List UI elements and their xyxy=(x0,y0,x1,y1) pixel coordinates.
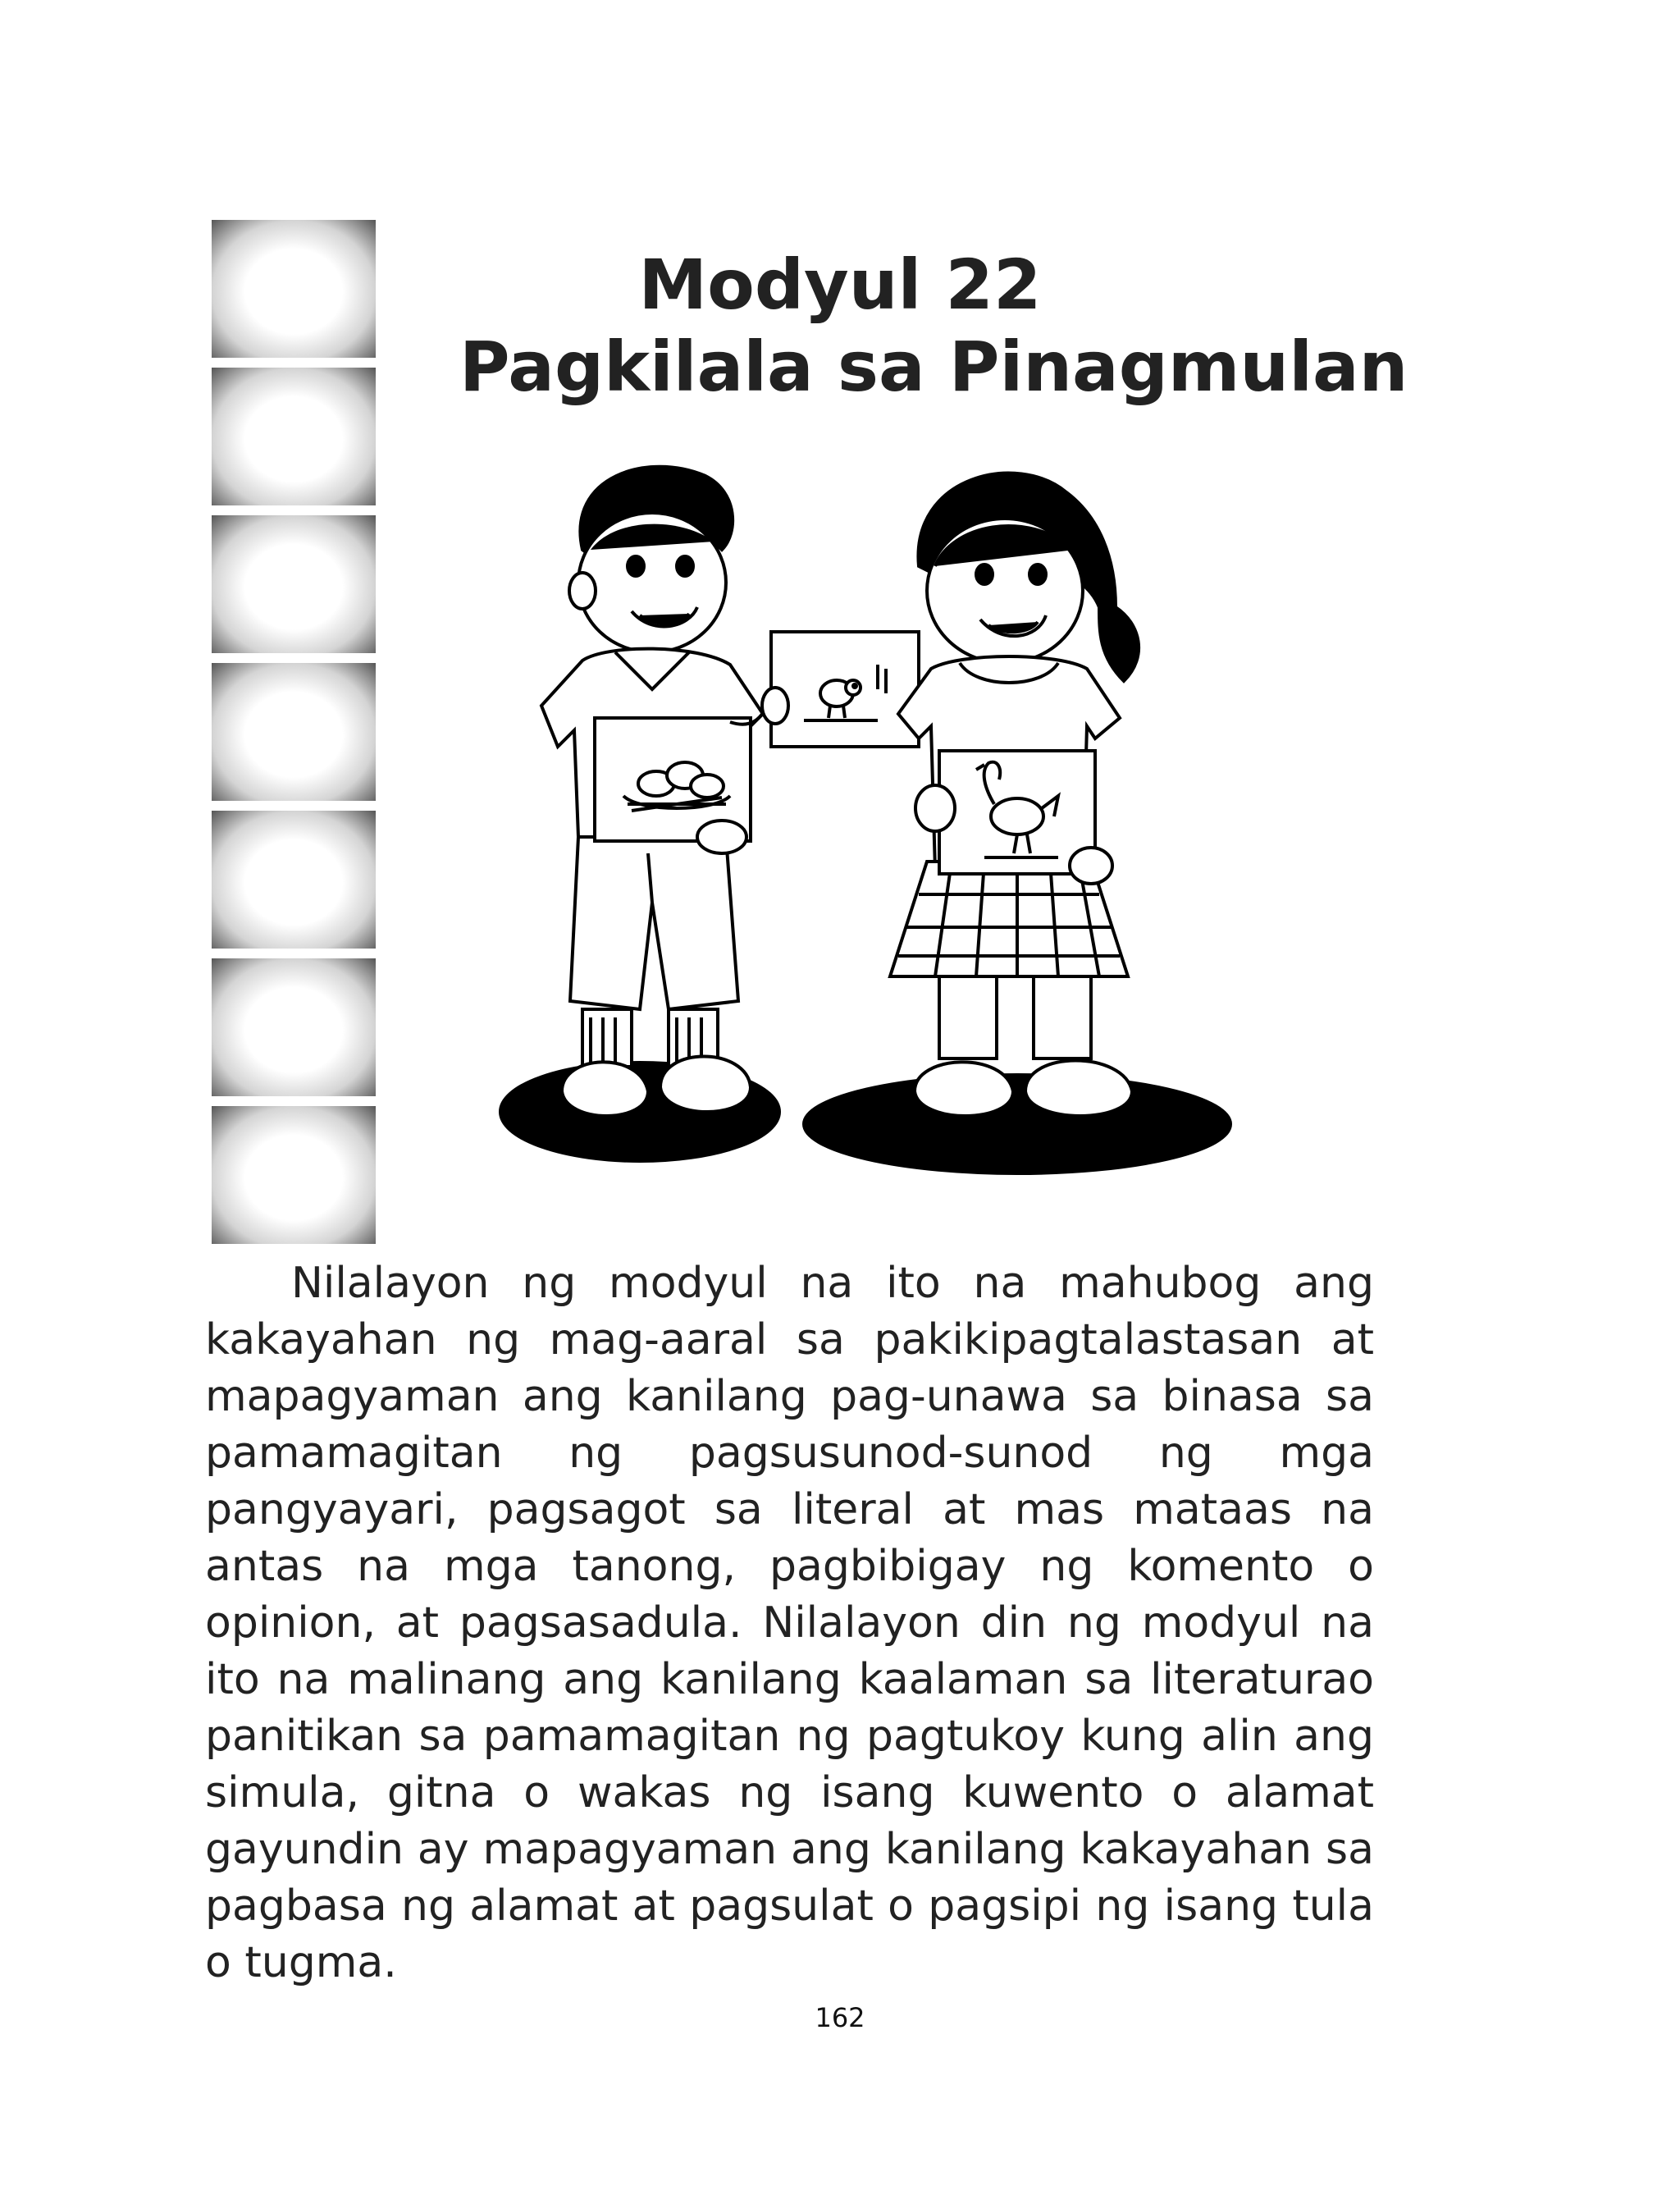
boy-figure xyxy=(541,467,767,1116)
filmstrip-decoration xyxy=(212,220,382,1254)
film-frame xyxy=(212,811,376,949)
chick-card xyxy=(762,632,919,747)
module-title: Pagkilala sa Pinagmulan xyxy=(459,327,1408,407)
children-illustration xyxy=(492,443,1280,1198)
film-frame xyxy=(212,958,376,1096)
film-frame xyxy=(212,1106,376,1244)
girl-shadow xyxy=(804,1075,1230,1173)
film-frame xyxy=(212,515,376,653)
film-frame xyxy=(212,663,376,801)
module-description: Nilalayon ng modyul na ito na mahubog ang kakayahan ng mag-aaral sa pakikipagtalastasan at mapagyaman ang kanilang pag-unawa sa binasa sa pamamagitan ng pagsusunod-sunod ng mga pangyayari, pagsagot sa literal at mas mataas na antas na mga tanong, pagbibigay ng komento o opinion, at pagsasadula. Nilalayon din ng modyul na ito na malinang ang kanilang kaalaman sa literaturao panitikan sa pamamagitan ng pagtukoy kung alin ang simula, gitna o wakas ng isang kuwento o alamat gayundin ay mapagyaman ang kanilang kakayahan sa pagbasa ng alamat at pagsulat o pagsipi ng isang tula o tugma. xyxy=(205,1259,1374,1987)
page-number: 162 xyxy=(815,2002,865,2033)
girl-figure xyxy=(890,473,1139,1116)
module-number: Modyul 22 xyxy=(638,245,1042,325)
film-frame xyxy=(212,368,376,505)
